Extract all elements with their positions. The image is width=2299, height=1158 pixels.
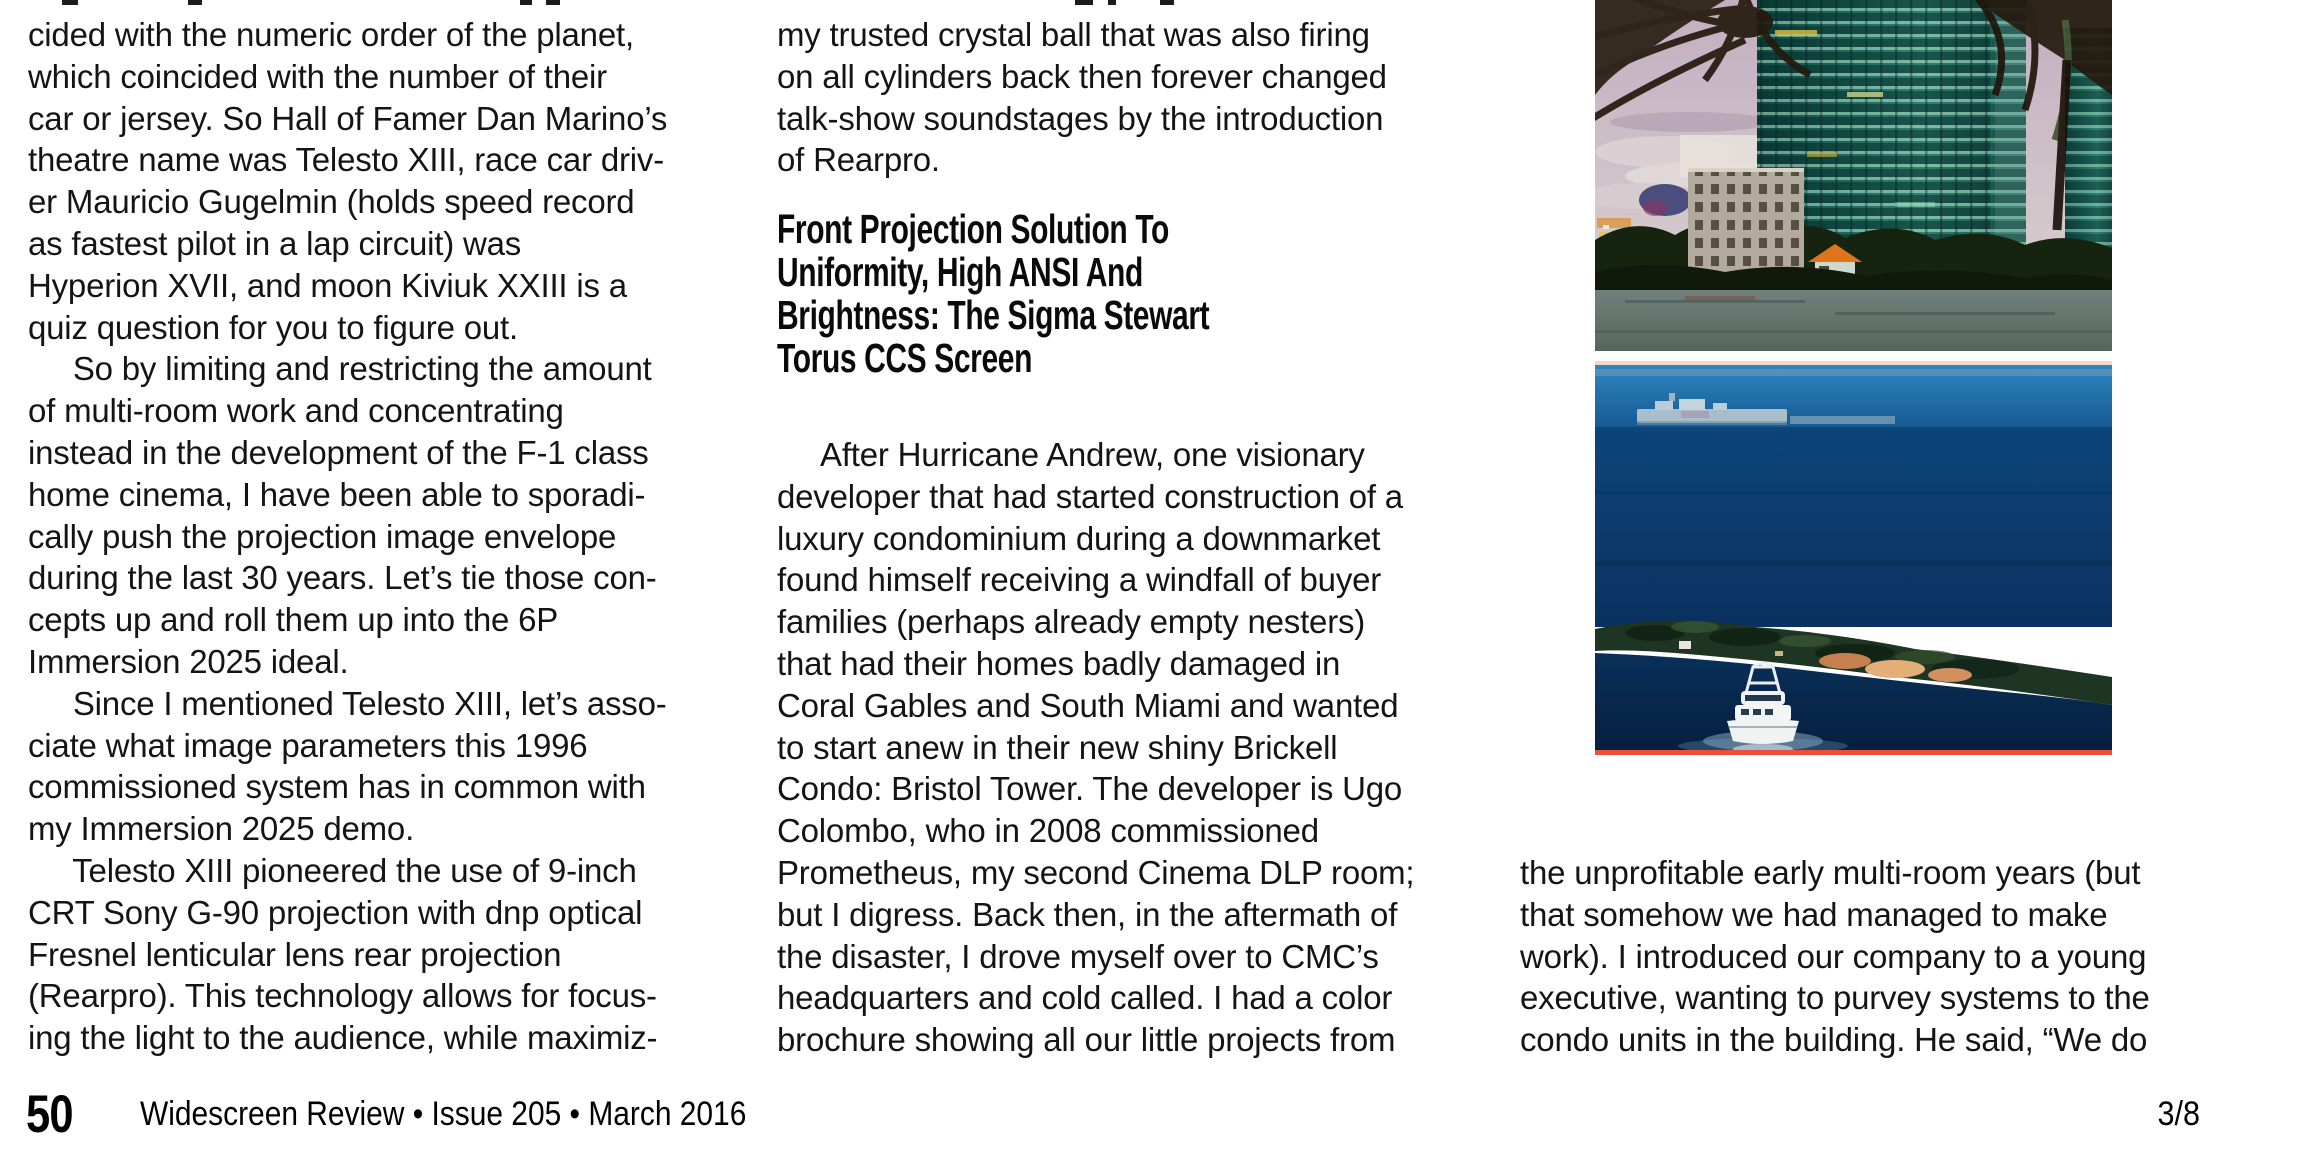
- text-column-1: [28, 14, 728, 1059]
- body-text-line: After Hurricane Andrew, one visionary: [777, 436, 1365, 473]
- water-band: [1595, 491, 2112, 495]
- body-text-line: luxury condominium during a downmarket: [777, 519, 1381, 557]
- body-text-line: work). I introduced our company to a young: [1520, 937, 2147, 975]
- body-text-line: er Mauricio Gugelmin (holds speed record: [28, 183, 635, 221]
- body-text-line: commissioned system has in common with: [28, 768, 646, 806]
- open-water: [1595, 427, 2112, 627]
- body-text-line: Telesto XIII pioneered the use of 9-inch: [28, 851, 637, 889]
- clipped-glyph: [188, 0, 202, 5]
- body-text-line: during the last 30 years. Let’s tie those con-: [28, 559, 657, 597]
- body-text-line: on all cylinders back then forever changed: [777, 57, 1387, 95]
- pdf-page-indicator: 3/8: [2157, 1095, 2200, 1133]
- body-text-line: Since I mentioned Telesto XIII, let’s asso-: [28, 684, 667, 722]
- aerial-bay-illustration: [1595, 361, 2112, 755]
- body-text-line: to start anew in their new shiny Brickell: [777, 728, 1338, 766]
- boat-hull: [1727, 719, 1799, 744]
- section-heading-line: Torus CCS Screen: [777, 335, 1033, 381]
- clipped-glyph: [1160, 0, 1174, 5]
- body-text-line: condo units in the building. He said, “We do: [1520, 1021, 2148, 1059]
- photo-top-rule: [1595, 361, 2112, 365]
- body-text-line: found himself receiving a windfall of buyer: [777, 561, 1382, 599]
- clipped-glyph: [1075, 0, 1093, 5]
- island-building: [1679, 641, 1691, 649]
- section-heading-line: Front Projection Solution To: [777, 206, 1169, 252]
- body-text-line: talk-show soundstages by the introduction: [777, 99, 1384, 137]
- body-text-line: as fastest pilot in a lap circuit) was: [28, 224, 522, 262]
- body-text-line: Prometheus, my second Cinema DLP room;: [777, 853, 1415, 891]
- body-text-line: Fresnel lenticular lens rear projection: [28, 935, 562, 973]
- body-text-line: car or jersey. So Hall of Famer Dan Marino’s: [28, 99, 668, 137]
- body-text-line: cally push the projection image envelope: [28, 517, 617, 555]
- clipped-glyph: [546, 0, 560, 5]
- photo-bottom-rule: [1595, 750, 2112, 755]
- condo-tower-illustration: [1595, 0, 2112, 351]
- body-text-line: of multi-room work and concentrating: [28, 392, 564, 430]
- body-text-line: instead in the development of the F-1 class: [28, 433, 649, 471]
- condo-tower-photo: [1595, 0, 2112, 351]
- aerial-bay-photo: [1595, 361, 2112, 755]
- body-text-line: quiz question for you to figure out.: [28, 308, 518, 346]
- body-text-line: of Rearpro.: [777, 141, 940, 179]
- body-text-line: Colombo, who in 2008 commissioned: [777, 812, 1319, 850]
- body-text-line: my Immersion 2025 demo.: [28, 810, 415, 848]
- body-text-line: ing the light to the audience, while maximiz-: [28, 1019, 658, 1057]
- body-text-line: cided with the numeric order of the planet,: [28, 16, 634, 53]
- body-text-line: developer that had started construction of a: [777, 477, 1403, 515]
- body-text-line: Coral Gables and South Miami and wanted: [777, 686, 1399, 724]
- issue-info: Widescreen Review • Issue 205 • March 2016: [140, 1095, 747, 1133]
- body-text-line: Condo: Bristol Tower. The developer is Ugo: [777, 770, 1403, 808]
- body-text-line: home cinema, I have been able to sporadi-: [28, 475, 646, 513]
- body-text-line: that had their homes badly damaged in: [777, 644, 1341, 682]
- water: [1595, 290, 2112, 351]
- clipped-glyph: [520, 0, 532, 5]
- body-text-line: Immersion 2025 ideal.: [28, 642, 349, 680]
- section-heading: [777, 206, 1210, 381]
- body-text-line: brochure showing all our little projects from: [777, 1021, 1396, 1059]
- text-column-3: [1520, 852, 2220, 1061]
- body-text-line: families (perhaps already empty nesters): [777, 603, 1366, 641]
- section-heading-line: Uniformity, High ANSI And: [777, 249, 1143, 295]
- clipped-glyph: [1108, 0, 1116, 5]
- body-text-line: Hyperion XVII, and moon Kiviuk XXIII is a: [28, 266, 627, 304]
- body-text-line: executive, wanting to purvey systems to the: [1520, 979, 2150, 1017]
- body-text-line: (Rearpro). This technology allows for focus-: [28, 977, 657, 1015]
- body-text-line: which coincided with the number of their: [28, 57, 607, 95]
- body-text-line: cepts up and roll them up into the 6P: [28, 601, 559, 639]
- body-text-line: the disaster, I drove myself over to CMC’s: [777, 937, 1379, 975]
- body-text-line: that somehow we had managed to make: [1520, 895, 2108, 933]
- section-heading-line: Brightness: The Sigma Stewart: [777, 292, 1210, 338]
- body-text-line: So by limiting and restricting the amount: [28, 350, 652, 388]
- body-text-line: theatre name was Telesto XIII, race car driv-: [28, 141, 664, 179]
- water-band: [1595, 561, 2112, 566]
- body-text-line: headquarters and cold called. I had a color: [777, 979, 1393, 1017]
- body-text-line: my trusted crystal ball that was also firing: [777, 16, 1370, 53]
- text-column-2-bottom: [777, 434, 1477, 1061]
- text-column-2-top: [777, 14, 1477, 181]
- haze-stripe: [1595, 369, 2112, 376]
- body-text-line: CRT Sony G-90 projection with dnp optical: [28, 893, 643, 931]
- body-text-line: the unprofitable early multi-room years (but: [1520, 854, 2141, 891]
- body-text-line: ciate what image parameters this 1996: [28, 726, 588, 764]
- clipped-glyph: [62, 0, 78, 5]
- body-text-line: but I digress. Back then, in the aftermath of: [777, 895, 1398, 933]
- folio-page-number: 50: [26, 1085, 73, 1144]
